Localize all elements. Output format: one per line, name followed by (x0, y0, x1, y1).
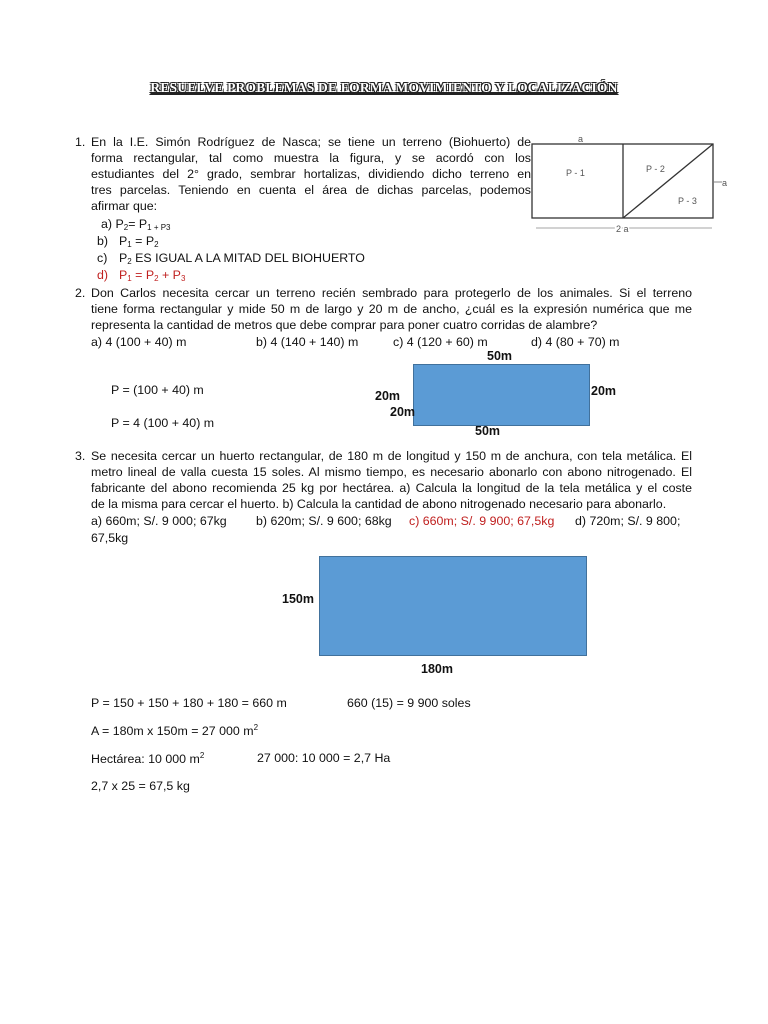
huerto-150m-label: 150m (282, 592, 314, 606)
option-b: b) $P_1 = P_2$ (97, 234, 159, 249)
problem-2-number: 2. (75, 286, 86, 300)
problem-3-work-hectare: Hectárea: 10 000 $m^2$ (91, 751, 205, 766)
problem-2-work-1: P = (100 + 40) m (111, 383, 204, 397)
problem-2-option-b: b) 4 (140 + 140) m (256, 335, 359, 349)
problem-3-line: Se necesita cercar un huerto rectangular, de 180 m de longitud y 150 m de anchura, con tela metálica. El (91, 449, 692, 463)
parcel-p2-label: P - 2 (646, 164, 665, 174)
parcel-p3-label: P - 3 (678, 196, 697, 206)
huerto-rectangle (319, 556, 587, 656)
problem-3-work-area: A = 180m x 150m = 27 000 $m^2$ (91, 723, 259, 738)
problem-2-option-a: a) 4 (100 + 40) m (91, 335, 187, 349)
page-title: RESUELVE PROBLEMAS DE FORMA MOVIMIENTO Y LOCALIZACIÓN (150, 80, 618, 95)
option-d-answer: d) $P_1 = P_2 + P_3$ (97, 268, 186, 283)
rect-50m-bottom-label: 50m (475, 424, 501, 438)
figure-label-top: a (578, 134, 584, 144)
option-c: c) $P_2$ ES IGUAL A LA MITAD DEL BIOHUERTO (97, 251, 365, 266)
problem-2-line: representa la cantidad de metros que debe comprar para poner cuatro corridas de alambre? (91, 318, 598, 332)
problem-3-work-abono: 2,7 x 25 = 67,5 kg (91, 779, 190, 793)
option-a: a) $P_2= P_1$ $_{+ P3}$ (101, 217, 171, 232)
problem-1-line: tres parcelas. Teniendo en cuenta el área de dichas parcelas, podemos (91, 183, 531, 197)
problem-3-work-perimeter: P = 150 + 150 + 180 + 180 = 660 m (91, 696, 287, 710)
problem-3-option-d: d) 720m; S/. 9 800; (575, 514, 681, 528)
problem-3-option-a: a) 660m; S/. 9 000; 67kg (91, 514, 227, 528)
problem-1-number: 1. (75, 135, 86, 149)
problem-3-number: 3. (75, 449, 86, 463)
problem-2-line: tiene forma rectangular y mide 50 m de largo y 20 m de ancho, ¿cuál es la expresión numérica que me (91, 302, 692, 316)
problem-1-line: afirmar que: (91, 199, 158, 213)
problem-3-line: fabricante del abono recomienda 25 kg por hectárea. a) Calcula la longitud de la tela metálica y el coste (91, 481, 692, 495)
figure-label-right: a (722, 178, 728, 188)
terreno-rectangle (413, 364, 590, 426)
problem-2-work-2: P = 4 (100 + 40) m (111, 416, 215, 430)
rect-20m-left-label: 20m (375, 389, 401, 403)
problem-2-line: Don Carlos necesita cercar un terreno recién sembrado para protegerlo de los animales. Si el terreno (91, 286, 692, 300)
problem-1-line: En la I.E. Simón Rodríguez de Nasca; se tiene un terreno (Biohuerto) de (91, 135, 531, 149)
problem-2-option-c: c) 4 (120 + 60) m (393, 335, 488, 349)
figure-label-bottom: 2 a (616, 224, 629, 234)
biohuerto-figure (528, 128, 740, 238)
problem-3-line: de la misma para cercar el huerto. b) Calcula la cantidad de abono nitrogenado necesario para abonarlo. (91, 497, 667, 511)
problem-3-option-d-cont: 67,5kg (91, 531, 129, 545)
problem-3-option-c-answer: c) 660m; S/. 9 900; 67,5kg (409, 514, 555, 528)
problem-3-line: metro lineal de valla cuesta 15 soles. Al mismo tiempo, es necesario abonarlo con abono nitrogenado. El (91, 465, 692, 479)
problem-3-work-cost: 660 (15) = 9 900 soles (347, 696, 471, 710)
problem-1-line: forma rectangular, tal como muestra la figura, y se acordó con los (91, 151, 531, 165)
diagonal-line (623, 144, 713, 218)
huerto-180m-label: 180m (421, 662, 453, 676)
problem-1-line: estudiantes del 2° grado, sembrar hortalizas, dividiendo dicho terreno en (91, 167, 531, 181)
problem-3-option-b: b) 620m; S/. 9 600; 68kg (256, 514, 392, 528)
rect-20m-left-label-2: 20m (390, 405, 416, 419)
problem-2-option-d: d) 4 (80 + 70) m (531, 335, 620, 349)
rect-50m-top-label: 50m (487, 349, 513, 363)
problem-3-work-hectare-calc: 27 000: 10 000 = 2,7 Ha (257, 751, 391, 765)
parcel-p1-label: P - 1 (566, 168, 585, 178)
rect-20m-right-label: 20m (591, 384, 617, 398)
